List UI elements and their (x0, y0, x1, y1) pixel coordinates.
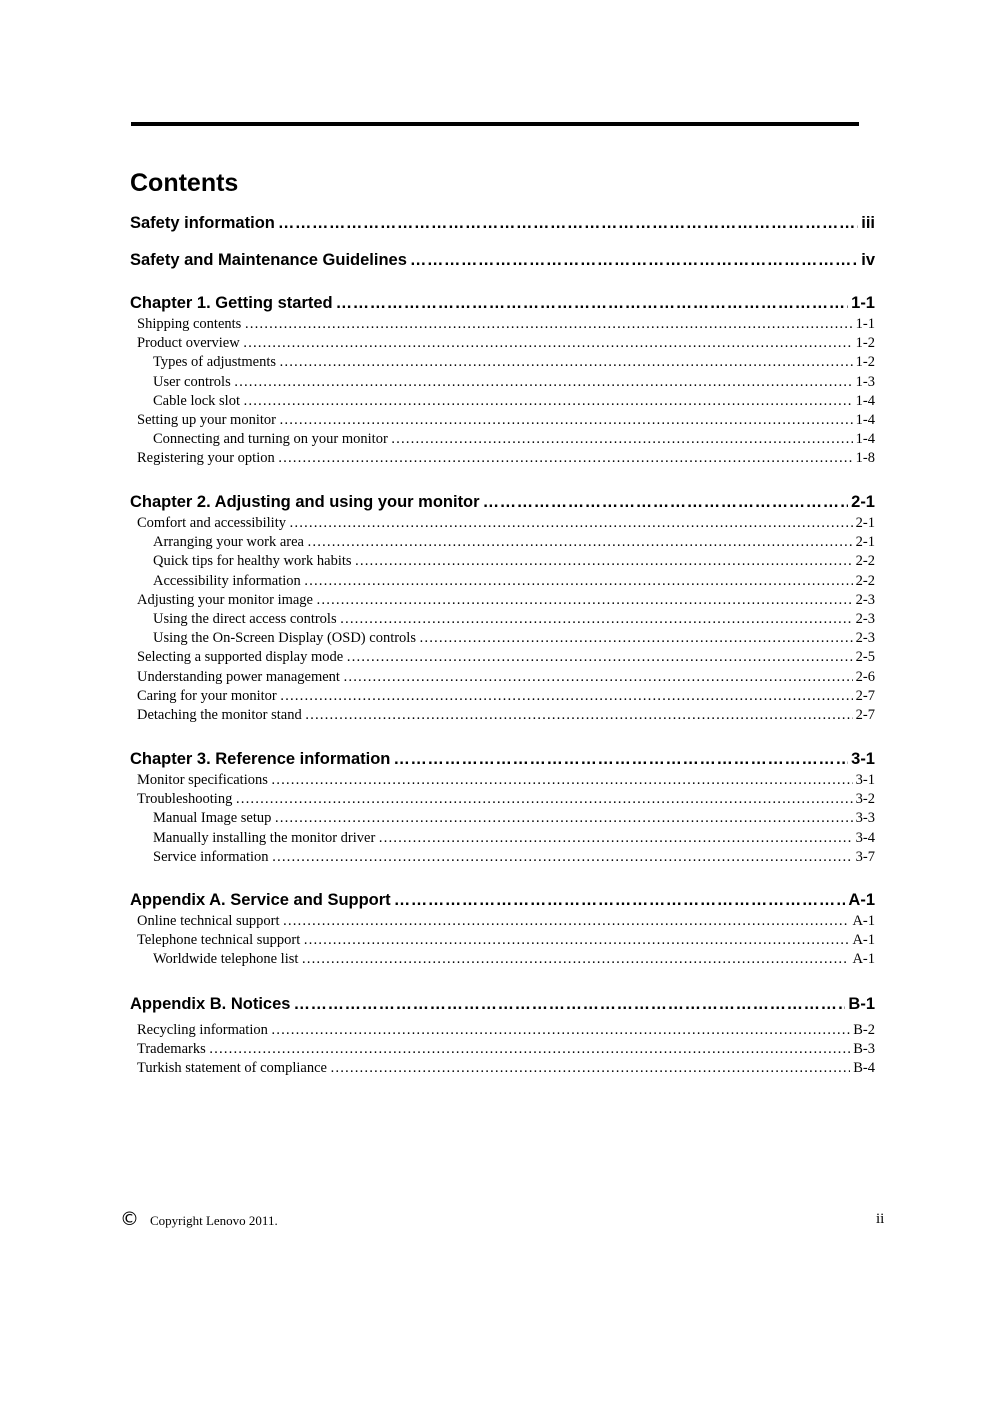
toc-heading-label: Appendix B. Notices (130, 995, 291, 1013)
toc-subentry[interactable] (153, 630, 875, 647)
toc-subentry[interactable] (153, 611, 875, 628)
toc-subentry-page: 2-2 (855, 553, 875, 570)
dot-leader (280, 688, 853, 705)
toc-entry-label: Registering your option (137, 450, 275, 467)
dot-leader (279, 412, 853, 429)
dot-leader (346, 649, 852, 666)
toc-heading[interactable] (130, 251, 875, 270)
toc-entry-page: 2-1 (855, 515, 875, 531)
toc-subentry[interactable] (153, 354, 875, 371)
toc-subentry-label: Using the direct access controls (153, 611, 337, 627)
dot-leader (307, 534, 853, 551)
toc-subentry-label: Accessibility information (153, 572, 301, 589)
toc-entry[interactable] (137, 1060, 875, 1077)
dot-leader (419, 630, 853, 647)
toc-subentry-label: Arranging your work area (153, 534, 304, 551)
toc-entry-page: B-3 (853, 1041, 875, 1058)
top-rule (131, 122, 859, 126)
dot-leader (394, 891, 846, 910)
dot-leader (378, 830, 852, 847)
toc-heading[interactable] (130, 493, 875, 512)
toc-entry[interactable] (137, 669, 875, 686)
toc-entry-page: 2-3 (855, 591, 875, 608)
toc-entry[interactable] (137, 791, 875, 808)
dot-leader (272, 849, 853, 866)
toc-entry-label: Comfort and accessibility (137, 515, 286, 531)
toc-entry-page: 2-7 (855, 687, 875, 704)
toc-subentry-label: User controls (153, 373, 231, 390)
dot-leader (355, 553, 853, 570)
dot-leader (278, 450, 853, 467)
toc-entry-page: 3-2 (855, 791, 875, 808)
toc-entry-page: 3-1 (855, 772, 875, 788)
dot-leader (330, 1060, 850, 1077)
toc-subentry-page: 1-3 (855, 373, 875, 390)
toc-entry[interactable] (137, 1022, 875, 1039)
toc-subentry-label: Cable lock slot (153, 392, 240, 409)
dot-leader (343, 669, 853, 686)
toc-entry-label: Setting up your monitor (137, 412, 276, 428)
toc-entry-label: Selecting a supported display mode (137, 649, 344, 666)
toc-entry[interactable] (137, 515, 875, 532)
toc-entry-page: 1-4 (855, 412, 875, 428)
toc-subentry[interactable] (153, 830, 875, 847)
toc-subentry[interactable] (153, 849, 875, 866)
toc-subentry-label: Service information (153, 848, 269, 865)
dot-leader (410, 251, 858, 270)
toc-entry-label: Detaching the monitor stand (137, 707, 302, 723)
dot-leader (393, 750, 848, 769)
toc-subentry-page: 3-3 (855, 810, 875, 827)
toc-heading-label: Chapter 1. Getting started (130, 294, 333, 312)
toc-entry-label: Turkish statement of compliance (137, 1060, 327, 1077)
dot-leader (271, 1022, 850, 1039)
toc-subentry[interactable] (153, 810, 875, 827)
dot-leader (391, 431, 853, 448)
toc-subentry-label: Quick tips for healthy work habits (153, 553, 352, 570)
toc-heading-page: A-1 (848, 891, 875, 909)
dot-leader (234, 374, 853, 391)
toc-subentry-label: Using the On-Screen Display (OSD) controls (153, 630, 416, 647)
dot-leader (244, 316, 852, 333)
toc-heading-page: iv (861, 251, 875, 269)
toc-entry[interactable] (137, 335, 875, 352)
toc-subentry-page: 2-3 (855, 630, 875, 647)
toc-subentry-page: A-1 (852, 951, 875, 968)
toc-subentry-page: 2-2 (855, 572, 875, 589)
toc-subentry-page: 3-7 (855, 848, 875, 865)
toc-entry[interactable] (137, 316, 875, 333)
toc-heading-page: 1-1 (851, 294, 875, 312)
dot-leader (289, 515, 853, 532)
toc-subentry[interactable] (153, 374, 875, 391)
dot-leader (305, 707, 853, 724)
toc-entry-page: 1-8 (855, 450, 875, 467)
toc-entry-page: A-1 (852, 913, 875, 929)
toc-subentry[interactable] (153, 393, 875, 410)
toc-entry[interactable] (137, 649, 875, 666)
copyright-icon: © (120, 1208, 139, 1230)
copyright-text: Copyright Lenovo 2011. (150, 1213, 278, 1228)
dot-leader (209, 1041, 851, 1058)
page-number: ii (876, 1211, 885, 1227)
toc-heading[interactable] (130, 995, 875, 1014)
toc-entry-label: Troubleshooting (137, 791, 233, 808)
toc-subentry-label: Manually installing the monitor driver (153, 829, 376, 846)
toc-heading-label: Safety information (130, 214, 275, 232)
toc-subentry-page: 2-1 (855, 534, 875, 551)
toc-entry-page: 1-2 (855, 335, 875, 352)
dot-leader (301, 951, 849, 968)
toc-heading-page: B-1 (848, 995, 875, 1013)
toc-subentry[interactable] (153, 573, 875, 590)
dot-leader (243, 335, 853, 352)
dot-leader (304, 573, 853, 590)
toc-heading-page: 3-1 (851, 750, 875, 768)
dot-leader (303, 932, 849, 949)
toc-heading-page: iii (861, 214, 875, 232)
dot-leader (278, 214, 858, 233)
toc-subentry-page: 1-2 (855, 354, 875, 371)
dot-leader (274, 810, 852, 827)
toc-entry[interactable] (137, 1041, 875, 1058)
toc-entry-label: Shipping contents (137, 316, 242, 332)
toc-heading-label: Safety and Maintenance Guidelines (130, 251, 407, 269)
dot-leader (235, 791, 852, 808)
toc-entry[interactable] (137, 688, 875, 705)
toc-entry-page: A-1 (852, 932, 875, 949)
toc-heading[interactable] (130, 750, 875, 769)
toc-subentry[interactable] (153, 951, 875, 968)
toc-entry[interactable] (137, 932, 875, 949)
toc-subentry-page: 2-3 (855, 611, 875, 627)
toc-entry-page: 2-5 (855, 649, 875, 666)
dot-leader (336, 294, 849, 313)
toc-heading[interactable] (130, 891, 875, 910)
dot-leader (293, 995, 845, 1014)
dot-leader (483, 493, 849, 512)
dot-leader (279, 354, 853, 371)
page-title: Contents (130, 169, 239, 197)
toc-entry-label: Caring for your monitor (137, 687, 277, 704)
toc-entry-label: Adjusting your monitor image (137, 591, 313, 608)
toc-entry[interactable] (137, 707, 875, 724)
toc-heading-label: Appendix A. Service and Support (130, 891, 391, 909)
toc-entry-label: Understanding power management (137, 668, 340, 685)
toc-subentry-page: 1-4 (855, 431, 875, 448)
toc-entry-page: 2-6 (855, 668, 875, 685)
toc-subentry-label: Connecting and turning on your monitor (153, 431, 388, 448)
toc-entry-page: 1-1 (855, 316, 875, 332)
toc-entry-page: 2-7 (855, 707, 875, 723)
dot-leader (271, 772, 853, 789)
toc-entry-label: Telephone technical support (137, 932, 301, 949)
dot-leader (283, 913, 850, 930)
toc-entry-label: Product overview (137, 335, 240, 352)
toc-subentry-label: Types of adjustments (153, 354, 277, 371)
toc-entry-page: B-2 (853, 1022, 875, 1038)
dot-leader (316, 592, 853, 609)
toc-entry[interactable] (137, 412, 875, 429)
toc-heading[interactable] (130, 214, 875, 233)
toc-entry[interactable] (137, 592, 875, 609)
toc-subentry-page: 3-4 (855, 829, 875, 846)
toc-subentry[interactable] (153, 534, 875, 551)
toc-subentry-label: Manual Image setup (153, 810, 272, 827)
toc-entry[interactable] (137, 772, 875, 789)
toc-heading-page: 2-1 (851, 493, 875, 511)
toc-entry[interactable] (137, 913, 875, 930)
toc-entry-label: Monitor specifications (137, 772, 268, 788)
toc-entry-page: B-4 (853, 1060, 875, 1077)
toc-entry[interactable] (137, 450, 875, 467)
toc-subentry-label: Worldwide telephone list (153, 951, 299, 968)
toc-entry-label: Online technical support (137, 913, 280, 929)
dot-leader (340, 611, 853, 628)
toc-subentry[interactable] (153, 553, 875, 570)
dot-leader (243, 393, 853, 410)
toc-entry-label: Trademarks (137, 1041, 206, 1058)
toc-heading-label: Chapter 2. Adjusting and using your monitor (130, 493, 480, 511)
toc-entry-label: Recycling information (137, 1022, 268, 1038)
toc-heading-label: Chapter 3. Reference information (130, 750, 391, 768)
toc-subentry[interactable] (153, 431, 875, 448)
toc-heading[interactable] (130, 294, 875, 313)
toc-subentry-page: 1-4 (855, 392, 875, 409)
